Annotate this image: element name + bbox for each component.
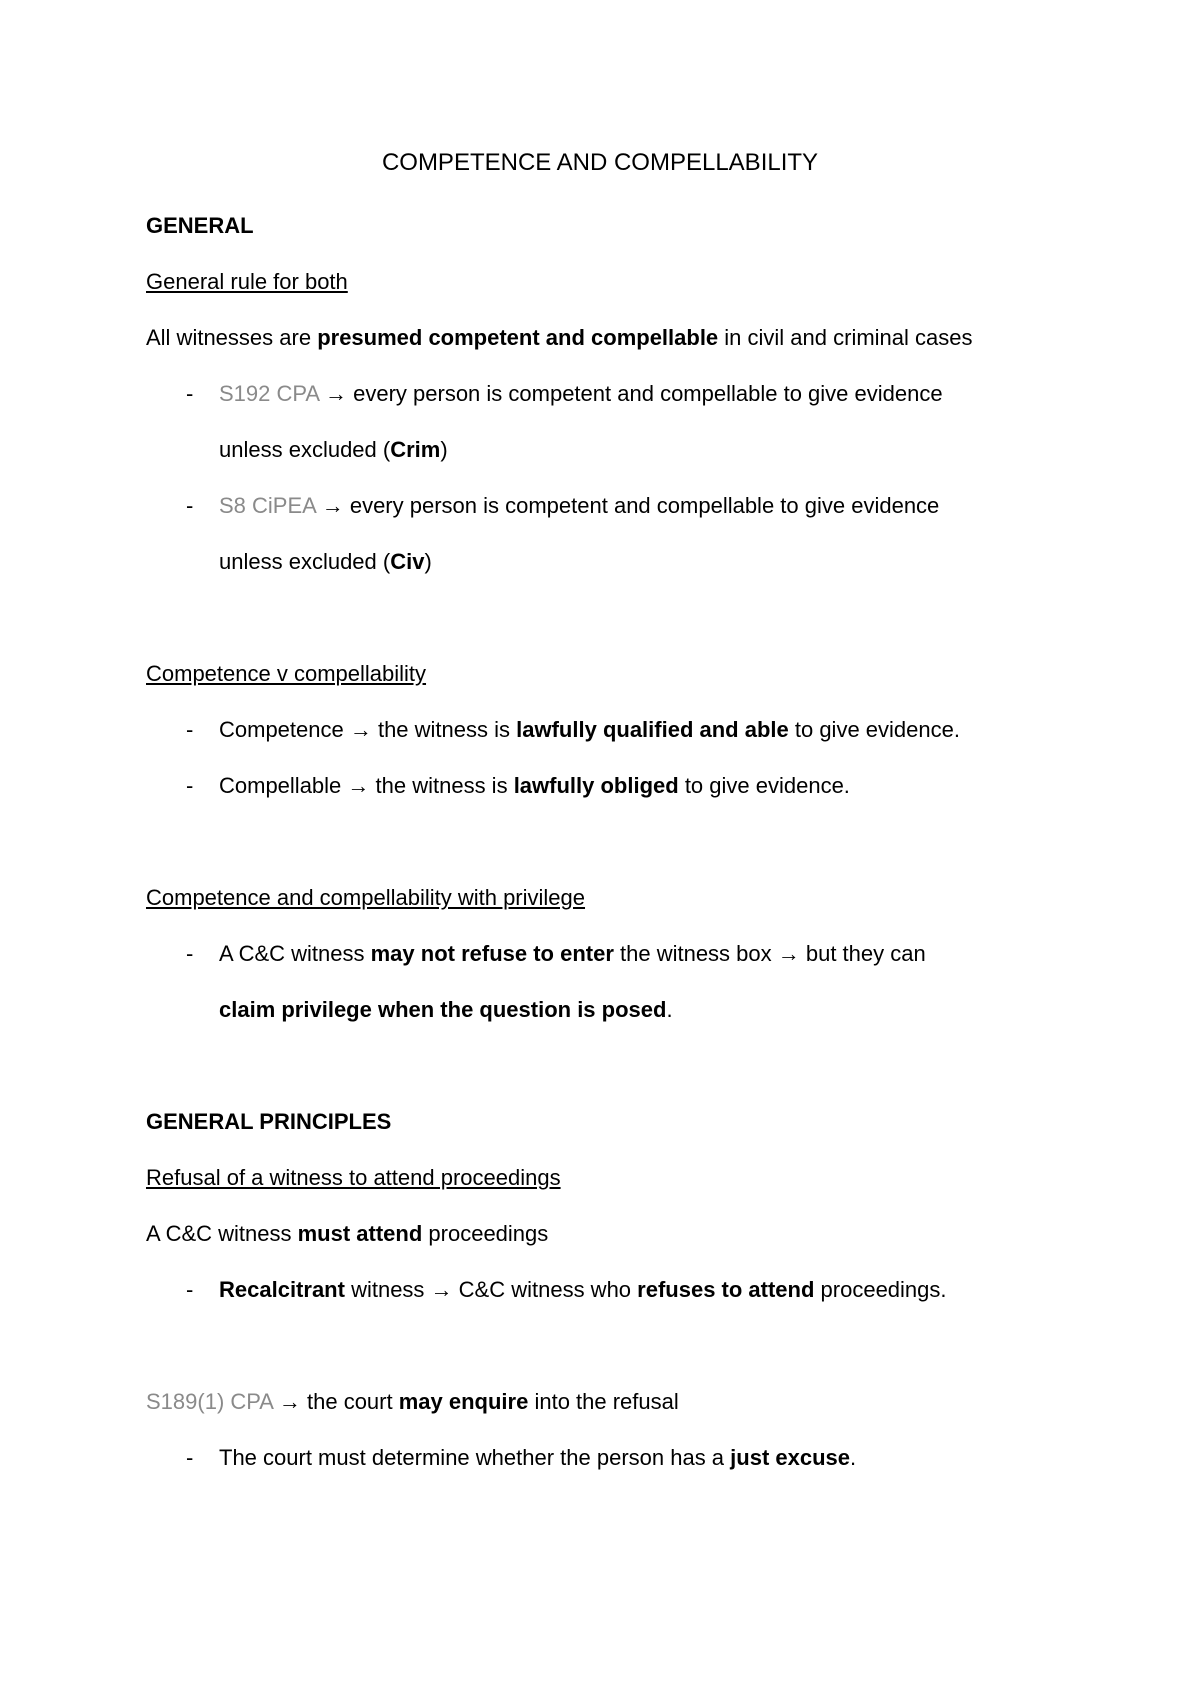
bullet-dash: - (186, 381, 194, 406)
subheading-general-rule: General rule for both (146, 269, 348, 294)
subheading-privilege: Competence and compellability with privilege (146, 885, 586, 910)
subheading-competence-v-compellability: Competence v compellability (146, 661, 427, 686)
section-heading-general: GENERAL (146, 213, 254, 238)
statute-reference: S189(1) CPA (146, 1389, 273, 1414)
bullet-competence: Competence → the witness is lawfully qualified and able to give evidence. (219, 717, 960, 742)
bullet-compellable: Compellable → the witness is lawfully obliged to give evidence. (219, 773, 850, 798)
bullet-s192-continuation: unless excluded (Crim) (219, 437, 448, 462)
s189-text: S189(1) CPA → the court may enquire into the refusal (146, 1389, 679, 1414)
statute-reference: S192 CPA (219, 381, 319, 406)
bullet-just-excuse: The court must determine whether the person has a just excuse. (219, 1445, 857, 1470)
general-rule-text: All witnesses are presumed competent and compellable in civil and criminal cases (146, 325, 973, 350)
page-title: COMPETENCE AND COMPELLABILITY (381, 149, 819, 176)
bullet-s8-continuation: unless excluded (Civ) (219, 549, 432, 574)
bullet-dash: - (186, 1445, 194, 1470)
bullet-dash: - (186, 717, 194, 742)
bullet-privilege-continuation: claim privilege when the question is posed. (219, 997, 673, 1022)
bullet-recalcitrant: Recalcitrant witness → C&C witness who refuses to attend proceedings. (219, 1277, 947, 1302)
bullet-privilege: A C&C witness may not refuse to enter the witness box → but they can (219, 941, 926, 966)
bullet-dash: - (186, 773, 194, 798)
bullet-dash: - (186, 1277, 194, 1302)
bullet-s8: S8 CiPEA → every person is competent and compellable to give evidence (219, 493, 940, 518)
must-attend-text: A C&C witness must attend proceedings (146, 1221, 549, 1246)
statute-reference: S8 CiPEA (219, 493, 316, 518)
bullet-s192: S192 CPA → every person is competent and compellable to give evidence (219, 381, 943, 406)
bullet-dash: - (186, 941, 194, 966)
bullet-dash: - (186, 493, 194, 518)
subheading-refusal: Refusal of a witness to attend proceedings (146, 1165, 561, 1190)
section-heading-general-principles: GENERAL PRINCIPLES (146, 1109, 392, 1134)
